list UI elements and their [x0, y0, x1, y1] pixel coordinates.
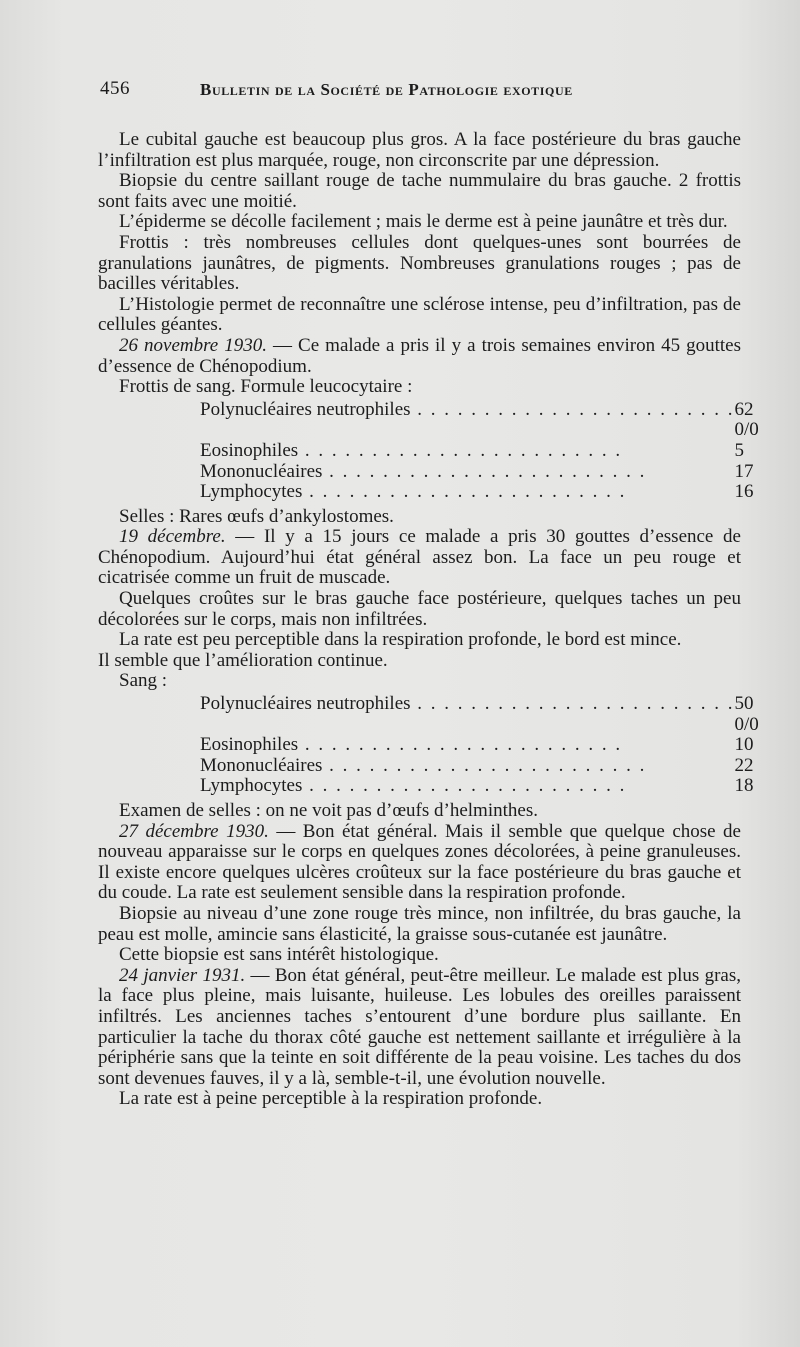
paragraph: Frottis : très nombreuses cellules dont quelques-unes sont bourrées de granulations jaunâtres, de pigments. Nombreuses granulations rouges ; pas de bacilles véritables. — [98, 231, 741, 295]
paragraph: Quelques croûtes sur le bras gauche face postérieure, quelques taches un peu décolorées sur le corps, mais non infiltrées. — [98, 588, 741, 630]
table-row — [200, 441, 759, 462]
entry-text: — Il y a 15 jours ce malade a pris 30 gouttes d’essence de Chénopodium. Aujourd’hui état général assez bon. La face un peu rouge et cicatrisée comme un fruit de muscade. — [98, 526, 741, 589]
paragraph: Frottis de sang. Formule leucocytaire : — [119, 376, 413, 398]
table-row — [200, 462, 759, 483]
dated-entry — [98, 336, 741, 377]
formula-value: 10 — [734, 734, 754, 756]
formula-label: Mononucléaires . . . — [200, 756, 735, 777]
formula-value: 50 0/0 — [734, 693, 759, 735]
formula-label: Polynucléaires neutrophiles . . . — [200, 400, 735, 441]
formula-label: Lymphocytes . . . — [200, 482, 735, 503]
paragraph: Selles : Rares œufs d’ankylostomes. — [119, 505, 394, 527]
table-row — [200, 735, 759, 756]
paragraph: Cette biopsie est sans intérêt histologique. — [119, 944, 439, 966]
formula-label: Eosinophiles . . . — [200, 735, 735, 756]
paragraph: L’Histologie permet de reconnaître une sclérose intense, peu d’infiltration, pas de cellules géantes. — [98, 293, 741, 336]
table-row — [200, 694, 759, 735]
formula-value: 17 — [734, 460, 754, 482]
blood-formula-table — [200, 694, 759, 797]
paragraph: Sang : — [119, 670, 168, 692]
entry-text: — Ce malade a pris il y a trois semaines environ 45 gouttes d’essence de Chénopodium. — [98, 334, 741, 377]
paragraph: Examen de selles : on ne voit pas d’œufs d’helminthes. — [119, 800, 538, 821]
formula-label: Polynucléaires neutrophiles . . . — [200, 694, 735, 735]
formula-value: 22 — [734, 754, 754, 776]
formula-value: 18 — [734, 775, 754, 797]
formula-value: 62 0/0 — [734, 398, 759, 441]
entry-date: 24 janvier 1931. — [119, 964, 246, 986]
paragraph: Biopsie au niveau d’une zone rouge très mince, non infiltrée, du bras gauche, la peau est molle, amincie sans élasticité, la graisse sous-cutanée est jaunâtre. — [98, 902, 741, 945]
paragraph: L’épiderme se décolle facilement ; mais le derme est à peine jaunâtre et très dur. — [119, 211, 728, 233]
table-row — [200, 400, 759, 441]
paragraph: Biopsie du centre saillant rouge de tache nummulaire du bras gauche. 2 frottis sont faits avec une moitié. — [98, 170, 741, 212]
entry-date: 26 novembre 1930. — [119, 334, 267, 356]
formula-value: 16 — [734, 481, 754, 503]
formula-label: Mononucléaires . . . — [200, 462, 735, 483]
table-row — [200, 482, 759, 503]
entry-date: 19 décembre. — [119, 526, 226, 548]
dated-entry — [98, 822, 741, 904]
formula-label: Eosinophiles . . . — [200, 441, 735, 462]
formula-label: Lymphocytes . . . — [200, 776, 735, 797]
entry-text: — Bon état général. Mais il semble que quelque chose de nouveau apparaisse sur le corps en quelques zones décolorées, à peine granuleuses. Il existe encore quelques ulcères croûteux sur la face postérieure du bras gauche et du coude. La rate est seulement sensible dans la respiration profonde. — [98, 820, 741, 904]
formula-value: 5 — [734, 439, 745, 461]
body-text — [98, 129, 759, 1110]
paragraph: Le cubital gauche est beaucoup plus gros. A la face postérieure du bras gauche l’infiltration est plus marquée, rouge, non circonscrite par une dépression. — [98, 129, 741, 171]
dated-entry — [98, 966, 741, 1090]
paragraph: Il semble que l’amélioration continue. — [98, 649, 388, 671]
running-title: Bulletin de la Société de Pathologie exotique — [200, 80, 573, 99]
paragraph: La rate est peu perceptible dans la respiration profonde, le bord est mince. — [119, 629, 682, 651]
page-number: 456 — [100, 78, 130, 99]
entry-date: 27 décembre 1930. — [119, 820, 269, 842]
dated-entry — [98, 527, 741, 589]
paragraph: La rate est à peine perceptible à la respiration profonde. — [119, 1088, 543, 1110]
table-row — [200, 756, 759, 777]
running-header — [100, 78, 740, 108]
table-row — [200, 776, 759, 797]
entry-text: — Bon état général, peut-être meilleur. Le malade est plus gras, la face plus pleine, mais luisante, huileuse. Les lobules des oreilles paraissent infiltrés. Les anciennes taches s’entourent d’une bordure plus saillante. En particulier la tache du thorax côté gauche est nettement saillante et irrégulière à la périphérie sans que la teinte en soit différente de la peau voisine. Les taches du dos sont devenues fauves, il y a là, semble-t-il, une évolution nouvelle. — [98, 964, 741, 1089]
leucocyte-formula-table — [200, 400, 759, 503]
